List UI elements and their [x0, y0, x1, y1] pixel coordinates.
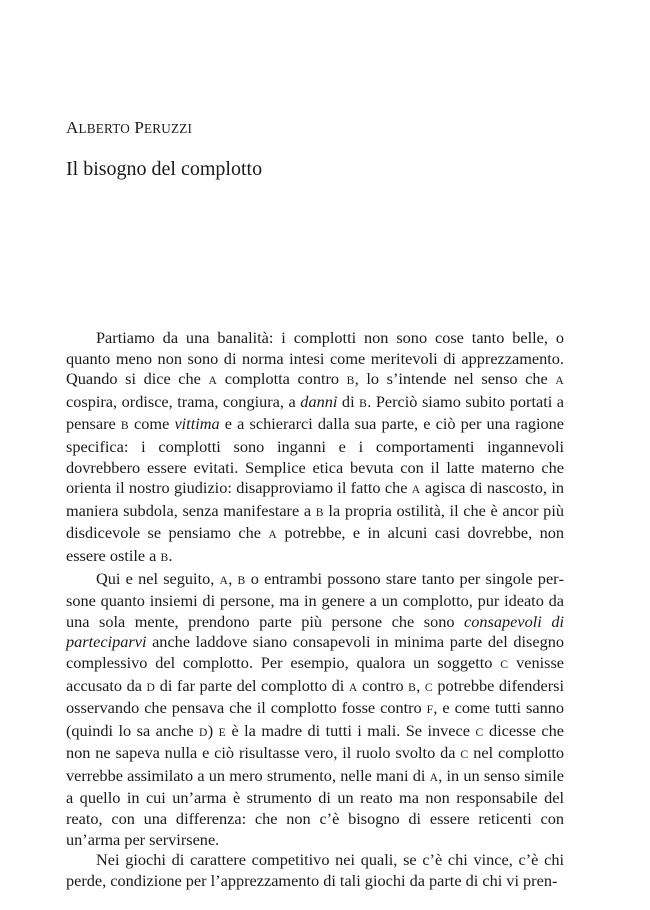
author-rest-last: ERUZZI	[144, 121, 193, 136]
smallcaps-letter: D	[146, 680, 156, 694]
smallcaps-letter: F	[426, 703, 434, 717]
smallcaps-letter: D	[199, 725, 208, 739]
text-run: Nei giochi di carattere competitivo nei quali, se c’è chi vince, c’è chi perde, condizione per l’apprezzamento di tali giochi da parte di chi vi pren-	[66, 850, 564, 890]
smallcaps-letter: A	[555, 374, 565, 388]
text-run: , in un senso simile a quello in cui un’arma è strumento di un reato ma non responsabile del reato, con una differenza: che non c’è bisogno di essere reticenti con un’arma per servirsene.	[66, 765, 564, 849]
text-run: di far parte del complotto di	[155, 675, 349, 695]
author-initial-last: P	[134, 118, 145, 137]
smallcaps-letter: A	[411, 483, 421, 497]
text-run: cospira, ordisce, trama, congiura, a	[66, 391, 301, 411]
text-run: Partiamo da una banalità: i complotti non sono cose tanto belle, o quanto meno non sono di norma intesi come meritevoli di apprezzamento. Quando si dice che	[66, 328, 564, 389]
italic-term: consapevoli di parteciparvi	[66, 611, 564, 652]
author-name	[66, 118, 192, 138]
text-run: agisca di nascosto, in maniera subdola, senza manifestare a	[66, 478, 564, 520]
text-run: potrebbe, e in alcuni casi dovrebbe, non essere ostile a	[66, 523, 565, 565]
text-run: come	[128, 414, 175, 434]
smallcaps-letter: B	[160, 550, 169, 564]
text-run: potrebbe difendersi osservando che pensava che il complotto fosse contro	[66, 675, 565, 718]
author-rest-first: LBERTO	[78, 121, 130, 136]
paragraph-2	[66, 569, 564, 851]
text-run: contro	[357, 675, 409, 695]
chapter-title: Il bisogno del complotto	[66, 158, 263, 180]
text-run: . Perciò siamo subito portati a pensare	[66, 391, 565, 434]
smallcaps-letter: C	[424, 680, 433, 694]
smallcaps-letter: B	[120, 419, 129, 433]
text-run: complotta contro	[217, 369, 347, 389]
author-initial-first: A	[66, 118, 79, 137]
text-run: di	[337, 391, 360, 411]
text-run: e a schierarci dalla sua parte, e ciò per una ragione specifica: i complotti sono inganni e i comportamenti ingannevoli dovrebbero essere evitati. Semplice etica bevuta con il latte materno che orienta il nostro giudizio: disapproviamo il fatto che	[66, 414, 565, 498]
text-run: o entrambi possono stare tanto per singole persone quanto insiemi di persone, ma in genere a un complotto, pur ideato da una sola mente, prendono parte più persone che sono	[66, 568, 565, 631]
text-run: la propria ostilità, il che è ancor più disdicevole se pensiamo che	[66, 500, 564, 543]
text-run: anche laddove siano consapevoli in minima parte del disegno complessivo del complotto. Per esempio, qualora un soggetto	[66, 632, 564, 672]
smallcaps-letter: B	[237, 573, 246, 587]
paragraph-1	[66, 328, 564, 569]
smallcaps-letter: A	[268, 528, 278, 542]
text-run: ,	[228, 568, 238, 588]
smallcaps-letter: B	[408, 680, 417, 694]
smallcaps-letter: A	[429, 770, 439, 784]
smallcaps-letter: C	[475, 725, 484, 739]
smallcaps-letter: B	[346, 374, 355, 388]
text-run: , e come tutti sanno (quindi lo sa anche	[66, 698, 565, 740]
italic-term: danni	[300, 391, 338, 411]
paragraph-3	[66, 850, 564, 891]
smallcaps-letter: B	[359, 396, 368, 410]
text-run: venisse accusato da	[66, 652, 565, 695]
text-run: .	[168, 545, 173, 565]
smallcaps-letter: C	[460, 748, 469, 762]
text-run: )	[207, 720, 219, 740]
text-run: nel complotto verrebbe assimilato a un mero strumento, nelle mani di	[66, 743, 565, 785]
smallcaps-letter: A	[348, 680, 358, 694]
text-run: è la madre di tutti i mali. Se invece	[226, 720, 476, 740]
smallcaps-letter: E	[218, 725, 227, 739]
text-run: dicesse che non ne sapeva nulla e ciò risultasse vero, il ruolo svolto da	[66, 720, 565, 763]
italic-term: vittima	[174, 414, 220, 434]
text-run: Qui e nel seguito,	[96, 568, 220, 588]
body-text	[66, 328, 564, 891]
smallcaps-letter: A	[219, 573, 229, 587]
text-run: ,	[416, 675, 425, 695]
text-run: , lo s’intende nel senso che	[354, 369, 556, 389]
smallcaps-letter: B	[315, 505, 324, 519]
smallcaps-letter: C	[500, 657, 509, 671]
smallcaps-letter: A	[208, 374, 218, 388]
